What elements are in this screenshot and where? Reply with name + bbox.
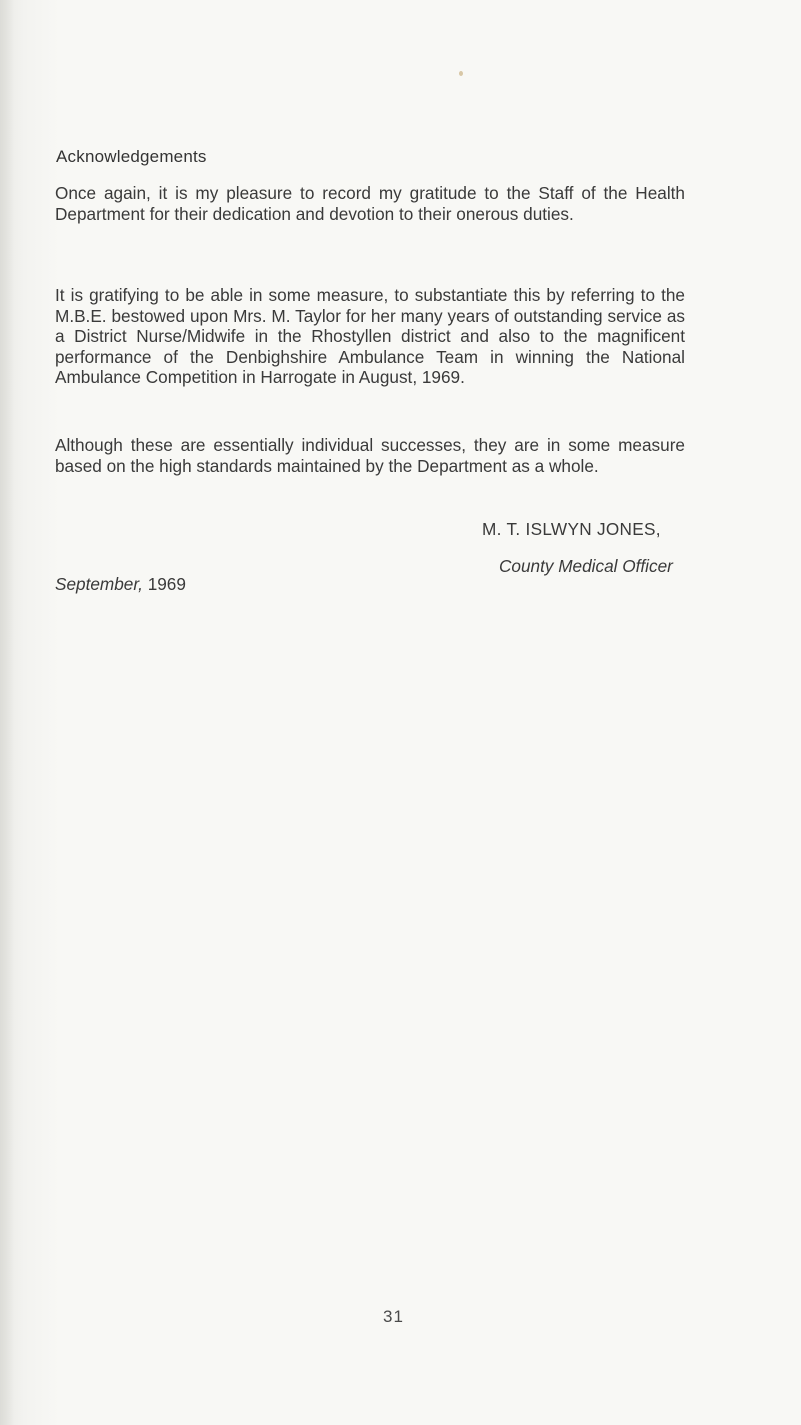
section-heading: Acknowledgements [56,147,207,166]
signatory-name: M. T. ISLWYN JONES, [482,519,661,539]
paragraph-3: Although these are essentially individual successes, they are in some measure based on the high standards maintained by the Department as a whole. [55,435,685,476]
paragraph-2: It is gratifying to be able in some measure, to substantiate this by referring to the M.B.E. bestowed upon Mrs. M. Taylor for her many years of outstanding service as a District Nurse/Midwife in the Rhostyllen district and also to the magnificent performance of the Denbighshire Ambulance Team in winning the National Ambulance Competition in Harrogate in August, 1969. [55,285,685,387]
paragraph-1: Once again, it is my pleasure to record my gratitude to the Staff of the Health Department for their dedication and devotion to their onerous duties. [55,183,685,224]
page-edge-shadow [0,0,14,1425]
ink-spot [459,71,463,76]
page-number: 31 [383,1307,404,1326]
date-line [55,574,186,595]
date-month: September, [55,574,143,594]
date-year: 1969 [147,574,186,594]
signatory-title: County Medical Officer [499,556,673,576]
